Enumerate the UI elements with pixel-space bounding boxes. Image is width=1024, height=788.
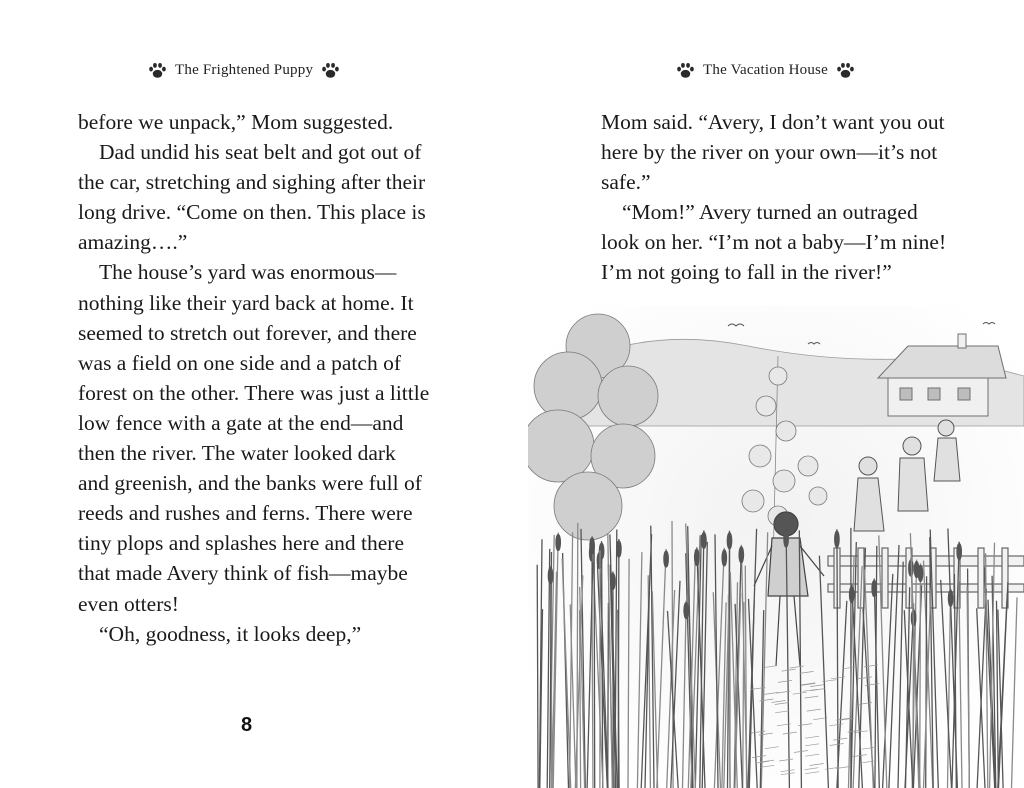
cattail-head bbox=[957, 544, 961, 560]
cattail-head bbox=[918, 565, 922, 581]
cattail-head bbox=[548, 568, 552, 584]
right-page bbox=[512, 0, 1024, 788]
reed-stem bbox=[537, 565, 538, 788]
cattail-head bbox=[835, 531, 839, 547]
paw-print-icon bbox=[676, 62, 695, 79]
paragraph: Mom said. “Avery, I don’t want you out here by the river on your own—it’s not safe.” bbox=[601, 110, 945, 195]
page-number: 8 bbox=[241, 714, 253, 736]
reed-stem bbox=[608, 603, 609, 788]
cattail-head bbox=[684, 603, 688, 619]
running-head bbox=[148, 62, 340, 79]
reed-stem bbox=[594, 544, 595, 788]
cattail-head bbox=[702, 532, 706, 548]
running-head-title: The Frightened Puppy bbox=[175, 62, 314, 78]
cattail-head bbox=[784, 531, 788, 547]
cattail-head bbox=[850, 587, 854, 603]
paragraph: before we unpack,” Mom suggested. bbox=[78, 110, 394, 134]
paragraph: Dad undid his seat belt and got out of the car, stretching and sighing after their long drive. “Come on then. This place is amazing….” bbox=[78, 140, 426, 255]
reed-stem bbox=[926, 576, 927, 788]
running-head-title: The Vacation House bbox=[703, 62, 828, 78]
paw-print-icon bbox=[836, 62, 855, 79]
cattail-head bbox=[722, 550, 726, 566]
running-head bbox=[676, 62, 855, 79]
body-text bbox=[78, 107, 430, 649]
reed-stem bbox=[920, 563, 921, 788]
paw-print-icon bbox=[321, 62, 340, 79]
cattail-head bbox=[872, 581, 876, 597]
cattail-head bbox=[695, 549, 699, 565]
reed-stem bbox=[618, 539, 619, 788]
cattail-head bbox=[617, 541, 621, 557]
paragraph: “Mom!” Avery turned an outraged look on her. “I’m not a baby—I’m nine! I’m not going to fall in the river!” bbox=[601, 200, 947, 285]
paragraph: “Oh, goodness, it looks deep,” bbox=[99, 621, 362, 646]
body-text bbox=[601, 107, 961, 288]
cattail-head bbox=[556, 535, 560, 551]
paw-print-icon bbox=[148, 62, 167, 79]
paragraph: The house’s yard was enormous—nothing like their yard back at home. It seemed to stretch out forever, and there was a field on one side and a patch of forest on the other. There was just a little low fence with a gate at the end—and then the river. The water looked dark and greenish, and the banks were full of reeds and rushes and ferns. There were tiny plops and splashes here and there that made Avery think of fish—maybe even otters! bbox=[78, 260, 430, 616]
pencil-illustration bbox=[528, 306, 1024, 788]
cattail-head bbox=[664, 551, 668, 567]
river-reeds-drawing bbox=[528, 306, 1024, 788]
